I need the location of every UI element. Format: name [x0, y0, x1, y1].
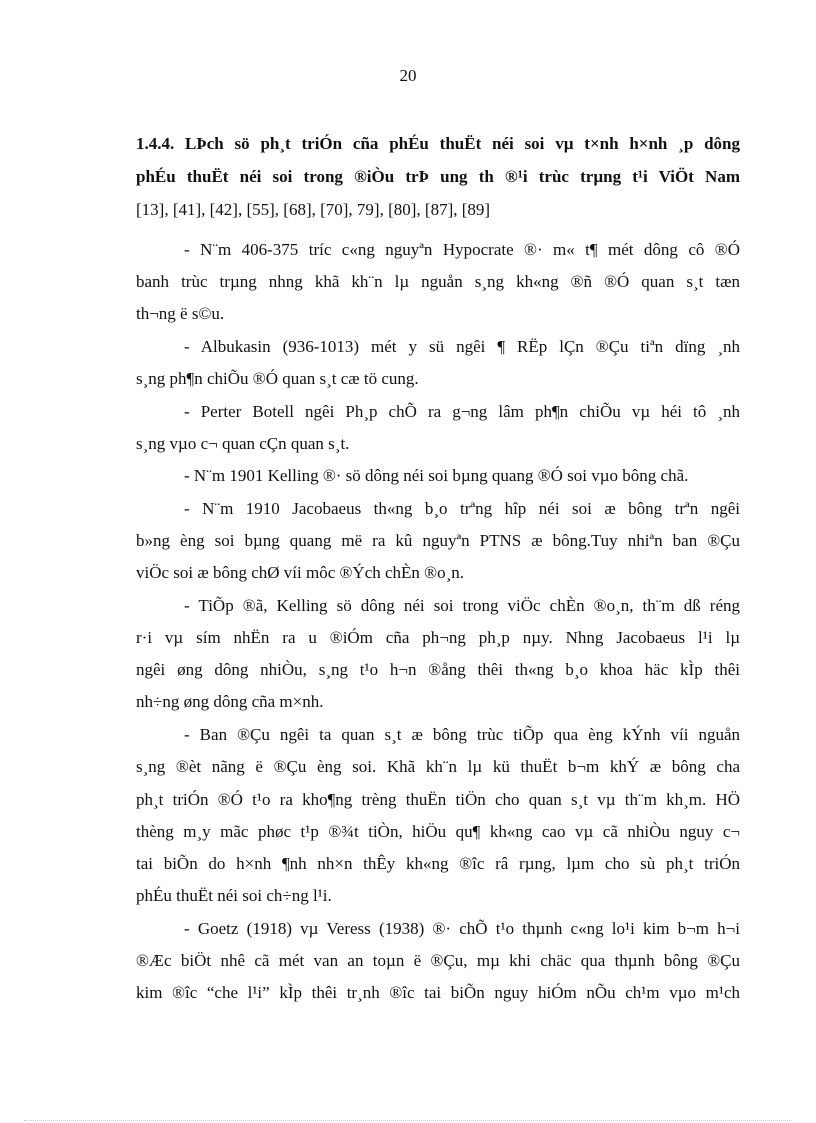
paragraph-7-line-1: - Ban ®Çu ngêi ta quan s¸t æ bông trùc tiÕp qua èng kÝnh víi nguån	[184, 725, 740, 744]
paragraph-8-line-2: ®Æc biÖt nhê cã mét van an toµn ë ®Çu, mµ khi chäc qua thµnh bông ®Çu	[136, 951, 740, 970]
paragraph-2-line-2: s¸ng ph¶n chiÕu ®Ó quan s¸t cæ tö cung.	[136, 369, 419, 388]
paragraph-1-line-1: - N¨m 406-375 tríc c«ng nguyªn Hypocrate ®· m« t¶ mét dông cô ®Ó	[184, 240, 740, 259]
paragraph-7-line-6: phÉu thuËt néi soi ch÷ng l¹i.	[136, 886, 332, 905]
paragraph-1-line-3: th¬ng ë s©u.	[136, 304, 225, 323]
paragraph-7-line-3: ph¸t triÓn ®Ó t¹o ra kho¶ng trèng thuËn tiÖn cho quan s¸t vµ th¨m kh¸m. HÖ	[136, 790, 740, 809]
paragraph-3-line-1: - Perter Botell ngêi Ph¸p chÕ ra g¬ng lâm ph¶n chiÕu vµ héi tô ¸nh	[184, 402, 740, 421]
paragraph-5-line-2: b»ng èng soi bµng quang më ra kû nguyªn PTNS æ bông.Tuy nhiªn ban ®Çu	[136, 531, 740, 550]
paragraph-6-line-3: ngêi øng dông nhiÒu, s¸ng t¹o h¬n ®ång thêi th«ng b¸o khoa häc kÌp thêi	[136, 660, 740, 679]
paragraph-7-line-2: s¸ng ®èt nãng ë ®Çu èng soi. Khã kh¨n lµ kü thuËt b¬m khÝ æ bông cha	[136, 757, 740, 776]
paragraph-4-line-1: - N¨m 1901 Kelling ®· sö dông néi soi bµng quang ®Ó soi vµo bông chã.	[184, 466, 689, 485]
page-number: 20	[399, 66, 417, 85]
paragraph-3-line-2: s¸ng vµo c¬ quan cÇn quan s¸t.	[136, 434, 350, 453]
paragraph-7-line-4: thèng m¸y mãc phøc t¹p ®¾t tiÒn, hiÖu qu¶ kh«ng cao vµ cã nhiÒu nguy c¬	[136, 822, 740, 841]
paragraph-2-line-1: - Albukasin (936-1013) mét y sü ngêi ¶ RËp lÇn ®Çu tiªn dïng ¸nh	[184, 337, 740, 356]
paragraph-1-line-2: banh trùc trµng nhng khã kh¨n lµ nguån s¸ng kh«ng ®ñ ®Ó quan s¸t tæn	[136, 272, 740, 291]
paragraph-6-line-2: r·i vµ sím nhËn ra u ®iÓm cña ph¬ng ph¸p nµy. Nhng Jacobaeus l¹i lµ	[136, 628, 740, 647]
paragraph-7-line-5: tai biÕn do h×nh ¶nh nh×n thÊy kh«ng ®îc râ rµng, lµm cho sù ph¸t triÓn	[136, 854, 740, 873]
paragraph-5-line-3: viÖc soi æ bông chØ víi môc ®Ých chÈn ®o¸n.	[136, 563, 465, 582]
section-heading-line-1: 1.4.4. LÞch sö ph¸t triÓn cña phÉu thuËt néi soi vµ t×nh h×nh ¸p dông	[136, 134, 740, 153]
paragraph-6-line-4: nh÷ng øng dông cña m×nh.	[136, 692, 324, 711]
paragraph-8-line-3: kim ®îc “che l¹i” kÌp thêi tr¸nh ®îc tai biÕn nguy hiÓm nÕu ch¹m vµo m¹ch	[136, 983, 740, 1002]
paragraph-5-line-1: - N¨m 1910 Jacobaeus th«ng b¸o trªng hîp néi soi æ bông trªn ngêi	[184, 499, 740, 518]
paragraph-6-line-1: - TiÕp ®ã, Kelling sö dông néi soi trong viÖc chÈn ®o¸n, th¨m dß réng	[184, 596, 740, 615]
page-bottom-divider	[24, 1120, 792, 1121]
section-heading-line-2: phÉu thuËt néi soi trong ®iÒu trÞ ung th ®¹i trùc trµng t¹i ViÖt Nam	[136, 167, 740, 186]
paragraph-8-line-1: - Goetz (1918) vµ Veress (1938) ®· chÕ t¹o thµnh c«ng lo¹i kim b¬m h¬i	[184, 919, 740, 938]
section-heading-references: [13], [41], [42], [55], [68], [70], 79], [80], [87], [89]	[136, 200, 491, 219]
